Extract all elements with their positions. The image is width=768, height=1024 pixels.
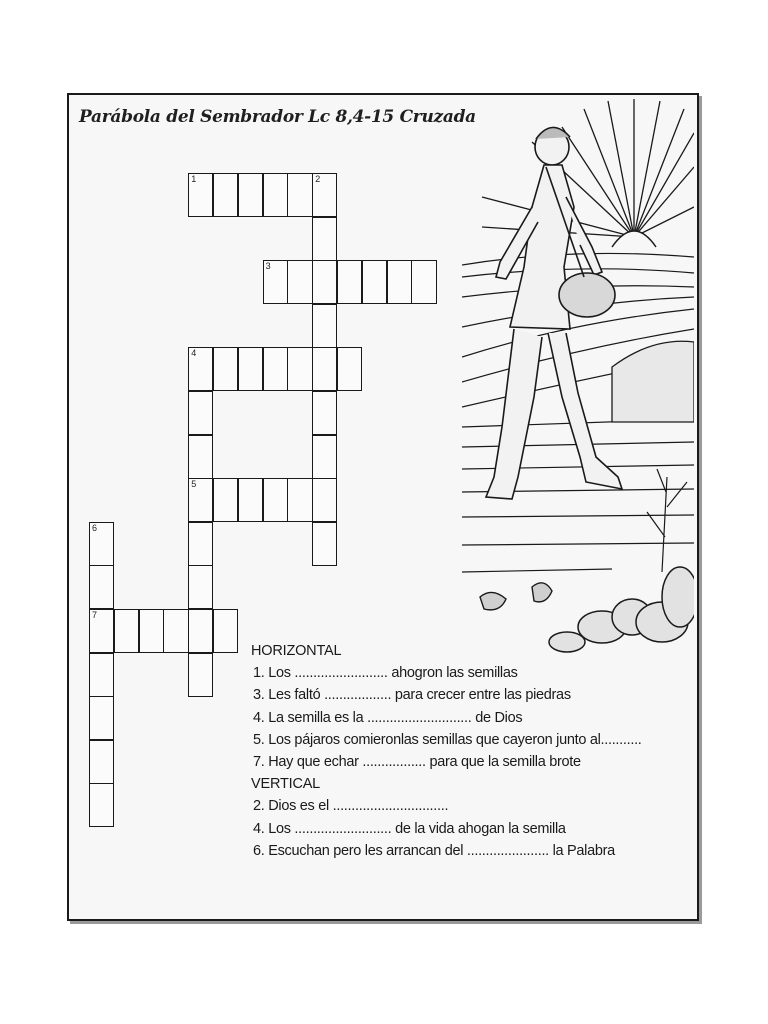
crossword-cell[interactable]: [139, 609, 164, 653]
crossword-cell[interactable]: [213, 478, 238, 522]
clue-number: 3: [265, 261, 271, 272]
clue-number: 1: [191, 174, 197, 184]
crossword-cell[interactable]: [287, 173, 312, 217]
crossword-cell[interactable]: [312, 260, 337, 304]
crossword-cell[interactable]: [188, 565, 213, 609]
crossword-cell[interactable]: [263, 347, 288, 391]
crossword-cell[interactable]: [238, 478, 263, 522]
clue-number: 2: [315, 174, 321, 184]
thorn-plant: [647, 469, 687, 572]
crossword-cell[interactable]: [411, 260, 436, 304]
crossword-cell[interactable]: [89, 522, 114, 566]
worksheet-title: Parábola del Sembrador Lc 8,4-15 Cruzada: [79, 107, 476, 127]
crossword-cell[interactable]: [238, 347, 263, 391]
crossword-cell[interactable]: [188, 653, 213, 697]
crossword-cell[interactable]: [238, 173, 263, 217]
clue-h3: 3. Les faltó .................. para crecer entre las piedras: [253, 687, 571, 704]
crossword-cell[interactable]: [312, 217, 337, 261]
crossword-cell[interactable]: [213, 173, 238, 217]
crossword-cell[interactable]: [312, 478, 337, 522]
crossword-cell[interactable]: [312, 347, 337, 391]
crossword-cell[interactable]: [213, 609, 238, 653]
worksheet: [67, 93, 699, 921]
crossword-cell[interactable]: [163, 609, 188, 653]
clue-number: 5: [191, 479, 197, 490]
crossword-cell[interactable]: [337, 347, 362, 391]
clue-h1: 1. Los ......................... ahogron las semillas: [253, 665, 518, 681]
clue-number: 4: [191, 348, 197, 359]
crossword-cell[interactable]: [387, 260, 412, 304]
clue-h5: 5. Los pájaros comieronlas semillas que cayeron junto al...........: [253, 731, 642, 748]
crossword-cell[interactable]: [89, 653, 114, 697]
crossword-cell[interactable]: [188, 347, 213, 391]
crossword-cell[interactable]: [312, 304, 337, 348]
crossword-cell[interactable]: [287, 478, 312, 522]
crossword-cell[interactable]: [89, 783, 114, 827]
crossword-cell[interactable]: [188, 391, 213, 435]
crossword-cell[interactable]: [213, 347, 238, 391]
crossword-cell[interactable]: [89, 696, 114, 740]
crossword-cell[interactable]: [188, 609, 213, 653]
crossword-cell[interactable]: [89, 609, 114, 653]
crossword-cell[interactable]: [337, 260, 362, 304]
clue-number: 6: [92, 522, 98, 533]
horizontal-heading: HORIZONTAL: [251, 643, 342, 659]
crossword-cell[interactable]: [263, 260, 288, 304]
crossword-cell[interactable]: [188, 435, 213, 479]
crossword-cell[interactable]: [188, 522, 213, 566]
crossword-cell[interactable]: [312, 391, 337, 435]
crossword-cell[interactable]: [287, 347, 312, 391]
clue-h7: 7. Hay que echar ................. para que la semilla brote: [253, 754, 581, 771]
vertical-heading: VERTICAL: [251, 776, 321, 793]
sower-figure: [486, 127, 622, 499]
sun-rays: [482, 99, 694, 237]
clue-number: 7: [92, 610, 98, 620]
clue-v2: 2. Dios es el ...............................: [253, 798, 449, 815]
crossword-cell[interactable]: [287, 260, 312, 304]
crossword-cell[interactable]: [263, 173, 288, 217]
crossword-cell[interactable]: [263, 478, 288, 522]
crossword-cell[interactable]: [188, 478, 213, 522]
crossword-cell[interactable]: [89, 740, 114, 784]
crossword-cell[interactable]: [89, 565, 114, 609]
haystack: [612, 341, 694, 422]
crossword-cell[interactable]: [188, 173, 213, 217]
crossword-cell[interactable]: [312, 435, 337, 479]
clues-panel: [251, 640, 691, 862]
clue-v4: 4. Los .......................... de la vida ahogan la semilla: [253, 820, 566, 837]
birds: [480, 583, 552, 610]
crossword-cell[interactable]: [312, 173, 337, 217]
sower-illustration: [462, 97, 694, 660]
clue-v6: 6. Escuchan pero les arrancan del ...................... la Palabra: [253, 843, 615, 860]
clue-h4: 4. La semilla es la ............................ de Dios: [253, 709, 523, 726]
crossword-cell[interactable]: [362, 260, 387, 304]
crossword-cell[interactable]: [312, 522, 337, 566]
crossword-cell[interactable]: [114, 609, 139, 653]
